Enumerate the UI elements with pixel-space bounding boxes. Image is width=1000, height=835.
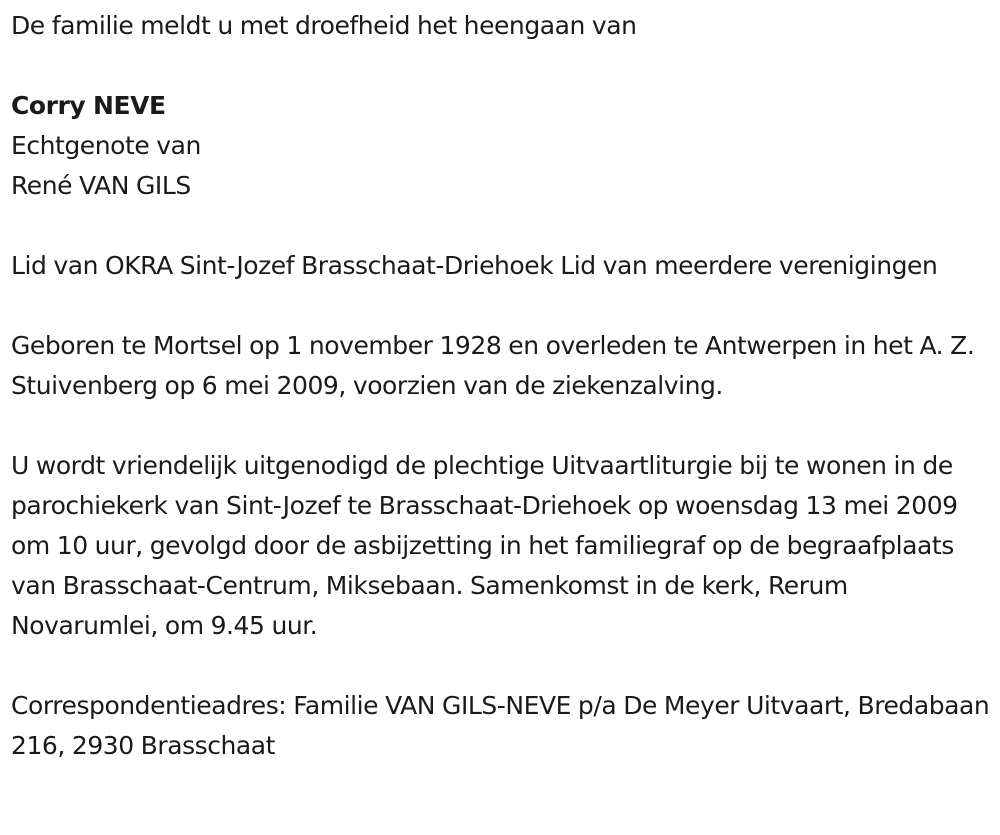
correspondence-address: Correspondentieadres: Familie VAN GILS-NEVE p/a De Meyer Uitvaart, Bredabaan 216, 2930 Brasschaat bbox=[11, 691, 990, 760]
spacer bbox=[11, 46, 996, 86]
funeral-text: U wordt vriendelijk uitgenodigd de plechtige Uitvaartliturgie bij te wonen in de parochiekerk van Sint-Jozef te Brasschaat-Driehoek op woensdag 13 mei 2009 om 10 uur, gevolgd door de asbijzetting in het familiegraf op de begraafplaats van Brasschaat-Centrum, Miksebaan. Samenkomst in de kerk, Rerum Novarumlei, om 9.45 uur. bbox=[11, 451, 958, 640]
spacer bbox=[11, 406, 996, 446]
deceased-name: Corry NEVE bbox=[11, 91, 166, 120]
spacer bbox=[11, 646, 996, 686]
spouse-name: René VAN GILS bbox=[11, 171, 191, 200]
intro-text: De familie meldt u met droefheid het heengaan van bbox=[11, 11, 637, 40]
relation-label: Echtgenote van bbox=[11, 131, 201, 160]
memberships-text: Lid van OKRA Sint-Jozef Brasschaat-Driehoek Lid van meerdere verenigingen bbox=[11, 251, 938, 280]
spacer bbox=[11, 206, 996, 246]
birth-death-text: Geboren te Mortsel op 1 november 1928 en overleden te Antwerpen in het A. Z. Stuivenberg op 6 mei 2009, voorzien van de ziekenzalving. bbox=[11, 331, 975, 400]
spacer bbox=[11, 286, 996, 326]
obituary-notice bbox=[11, 6, 996, 766]
